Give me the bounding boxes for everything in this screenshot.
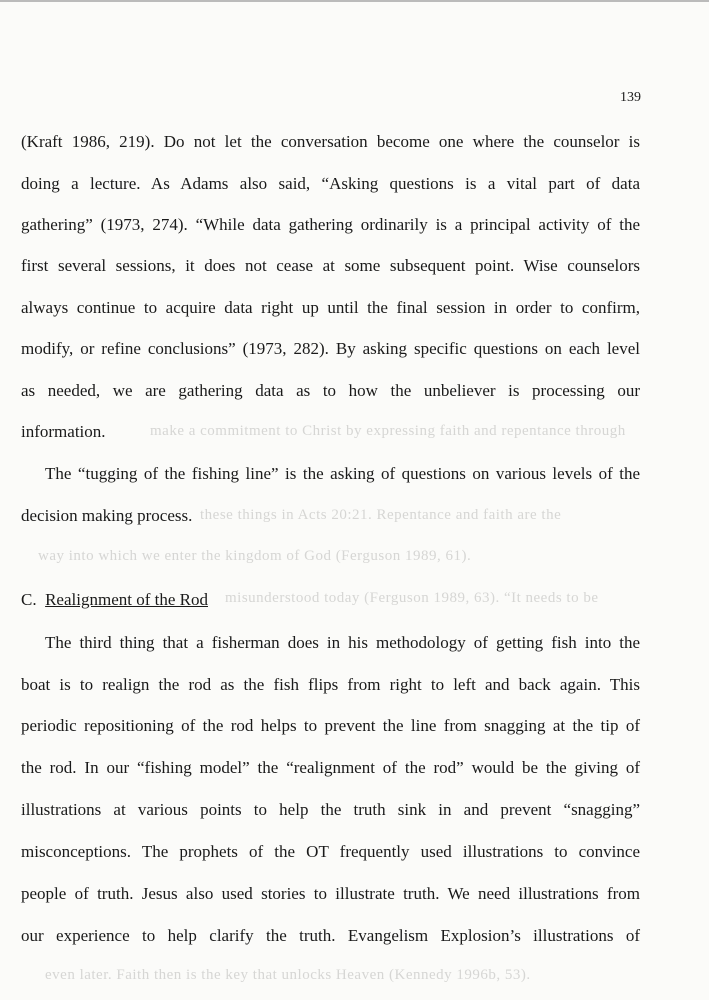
text-line: modify, or refine conclusions” (1973, 282). By asking specific questions on each level [21,339,640,358]
text-line: first several sessions, it does not cease at some subsequent point. Wise counselors [21,256,640,275]
text-line: misconceptions. The prophets of the OT frequently used illustrations to convince [21,842,640,861]
text-line: The “tugging of the fishing line” is the asking of questions on various levels of the [45,464,640,483]
text-line: people of truth. Jesus also used stories to illustrate truth. We need illustrations from [21,884,640,903]
text-line: our experience to help clarify the truth. Evangelism Explosion’s illustrations of [21,926,640,945]
text-line: as needed, we are gathering data as to how the unbeliever is processing our [21,381,640,400]
text-line: always continue to acquire data right up until the final session in order to confirm, [21,298,640,317]
section-letter: C. [21,590,37,609]
bleed-through-line: misunderstood today (Ferguson 1989, 63). “It needs to be [225,590,599,606]
text-line: The third thing that a fisherman does in his methodology of getting fish into the [45,633,640,652]
text-line: boat is to realign the rod as the fish flips from right to left and back again. This [21,675,640,694]
text-line: doing a lecture. As Adams also said, “Asking questions is a vital part of data [21,174,640,193]
text-line: decision making process. [21,506,193,525]
text-line: (Kraft 1986, 219). Do not let the conversation become one where the counselor is [21,132,640,151]
text-line: the rod. In our “fishing model” the “realignment of the rod” would be the giving of [21,758,640,777]
bleed-through-line: make a commitment to Christ by expressing faith and repentance through [150,423,626,439]
text-line: periodic repositioning of the rod helps to prevent the line from snagging at the tip of [21,716,640,735]
text-line: illustrations at various points to help the truth sink in and prevent “snagging” [21,800,640,819]
bleed-through-line: these things in Acts 20:21. Repentance and faith are the [200,507,562,523]
text-line: information. [21,422,106,441]
text-line: gathering” (1973, 274). “While data gathering ordinarily is a principal activity of the [21,215,640,234]
page-top-edge [0,0,709,2]
page-number: 139 [620,90,641,105]
section-heading [21,590,208,610]
section-title: Realignment of the Rod [45,590,208,609]
bleed-through-line: even later. Faith then is the key that unlocks Heaven (Kennedy 1996b, 53). [45,967,531,983]
bleed-through-line: way into which we enter the kingdom of God (Ferguson 1989, 61). [38,548,472,564]
